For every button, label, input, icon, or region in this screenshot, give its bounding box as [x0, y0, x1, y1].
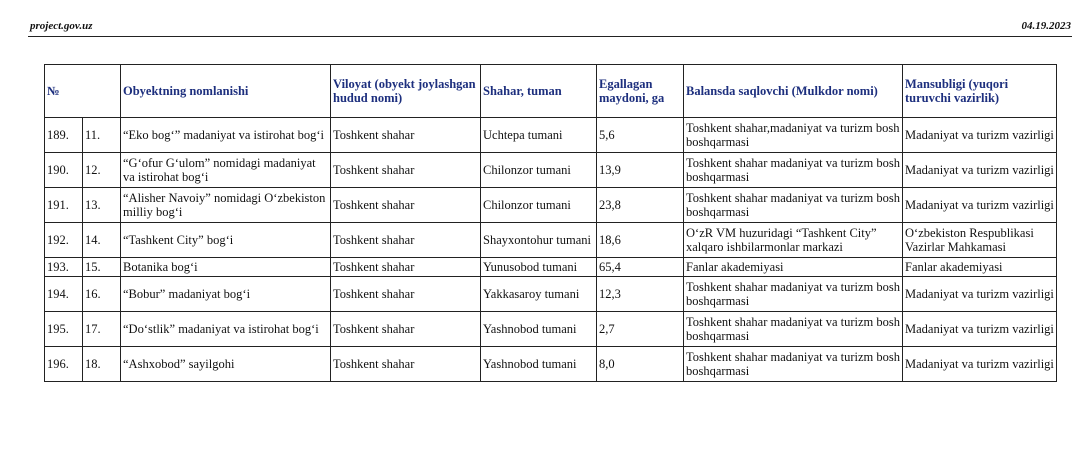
row-number: 192.	[45, 223, 83, 258]
region: Toshkent shahar	[331, 223, 481, 258]
row-number: 195.	[45, 312, 83, 347]
district: Yunusobod tumani	[481, 258, 597, 277]
object-name: “Bobur” madaniyat bog‘i	[121, 277, 331, 312]
area: 5,6	[597, 118, 684, 153]
object-name: “Alisher Navoiy” nomidagi O‘zbekiston milliy bog‘i	[121, 188, 331, 223]
owner: Toshkent shahar madaniyat va turizm bosh boshqarmasi	[684, 153, 903, 188]
table-row	[45, 188, 1057, 223]
row-index: 13.	[83, 188, 121, 223]
col-header-area: Egallagan maydoni, ga	[597, 65, 684, 118]
table-row	[45, 277, 1057, 312]
row-index: 11.	[83, 118, 121, 153]
row-index: 16.	[83, 277, 121, 312]
header-rule	[28, 36, 1072, 37]
col-header-name: Obyektning nomlanishi	[121, 65, 331, 118]
object-name: “Ashxobod” sayilgohi	[121, 347, 331, 382]
site-name: project.gov.uz	[30, 20, 93, 32]
ministry: Madaniyat va turizm vazirligi	[903, 153, 1057, 188]
region: Toshkent shahar	[331, 118, 481, 153]
table-row	[45, 312, 1057, 347]
col-header-district: Shahar, tuman	[481, 65, 597, 118]
ministry: O‘zbekiston Respublikasi Vazirlar Mahkamasi	[903, 223, 1057, 258]
owner: Toshkent shahar madaniyat va turizm bosh boshqarmasi	[684, 312, 903, 347]
row-number: 193.	[45, 258, 83, 277]
object-name: “Eko bog‘” madaniyat va istirohat bog‘i	[121, 118, 331, 153]
row-number: 194.	[45, 277, 83, 312]
row-number: 196.	[45, 347, 83, 382]
region: Toshkent shahar	[331, 312, 481, 347]
area: 12,3	[597, 277, 684, 312]
document-date: 04.19.2023	[1021, 20, 1071, 32]
owner: Toshkent shahar madaniyat va turizm bosh boshqarmasi	[684, 277, 903, 312]
parks-table	[44, 64, 1057, 382]
object-name: “Tashkent City” bog‘i	[121, 223, 331, 258]
region: Toshkent shahar	[331, 258, 481, 277]
district: Yashnobod tumani	[481, 312, 597, 347]
ministry: Fanlar akademiyasi	[903, 258, 1057, 277]
row-index: 12.	[83, 153, 121, 188]
region: Toshkent shahar	[331, 347, 481, 382]
row-index: 18.	[83, 347, 121, 382]
district: Yashnobod tumani	[481, 347, 597, 382]
region: Toshkent shahar	[331, 277, 481, 312]
col-header-region: Viloyat (obyekt joylashgan hudud nomi)	[331, 65, 481, 118]
district: Yakkasaroy tumani	[481, 277, 597, 312]
ministry: Madaniyat va turizm vazirligi	[903, 347, 1057, 382]
area: 2,7	[597, 312, 684, 347]
owner: O‘zR VM huzuridagi “Tashkent City” xalqaro ishbilarmonlar markazi	[684, 223, 903, 258]
ministry: Madaniyat va turizm vazirligi	[903, 118, 1057, 153]
object-name: Botanika bog‘i	[121, 258, 331, 277]
region: Toshkent shahar	[331, 188, 481, 223]
table-row	[45, 223, 1057, 258]
table-header-row	[45, 65, 1057, 118]
object-name: “Do‘stlik” madaniyat va istirohat bog‘i	[121, 312, 331, 347]
owner: Toshkent shahar madaniyat va turizm bosh boshqarmasi	[684, 347, 903, 382]
object-name: “G‘ofur G‘ulom” nomidagi madaniyat va istirohat bog‘i	[121, 153, 331, 188]
district: Chilonzor tumani	[481, 153, 597, 188]
area: 65,4	[597, 258, 684, 277]
district: Chilonzor tumani	[481, 188, 597, 223]
owner: Fanlar akademiyasi	[684, 258, 903, 277]
owner: Toshkent shahar madaniyat va turizm bosh boshqarmasi	[684, 188, 903, 223]
area: 23,8	[597, 188, 684, 223]
district: Shayxontohur tumani	[481, 223, 597, 258]
row-number: 189.	[45, 118, 83, 153]
ministry: Madaniyat va turizm vazirligi	[903, 277, 1057, 312]
row-index: 15.	[83, 258, 121, 277]
ministry: Madaniyat va turizm vazirligi	[903, 312, 1057, 347]
row-index: 14.	[83, 223, 121, 258]
row-index: 17.	[83, 312, 121, 347]
area: 13,9	[597, 153, 684, 188]
area: 18,6	[597, 223, 684, 258]
district: Uchtepa tumani	[481, 118, 597, 153]
table-row	[45, 118, 1057, 153]
owner: Toshkent shahar,madaniyat va turizm bosh boshqarmasi	[684, 118, 903, 153]
row-number: 191.	[45, 188, 83, 223]
col-header-owner: Balansda saqlovchi (Mulkdor nomi)	[684, 65, 903, 118]
area: 8,0	[597, 347, 684, 382]
region: Toshkent shahar	[331, 153, 481, 188]
col-header-ministry: Mansubligi (yuqori turuvchi vazirlik)	[903, 65, 1057, 118]
table-row	[45, 347, 1057, 382]
ministry: Madaniyat va turizm vazirligi	[903, 188, 1057, 223]
table-row	[45, 153, 1057, 188]
col-header-number: №	[45, 65, 121, 118]
row-number: 190.	[45, 153, 83, 188]
table-row	[45, 258, 1057, 277]
